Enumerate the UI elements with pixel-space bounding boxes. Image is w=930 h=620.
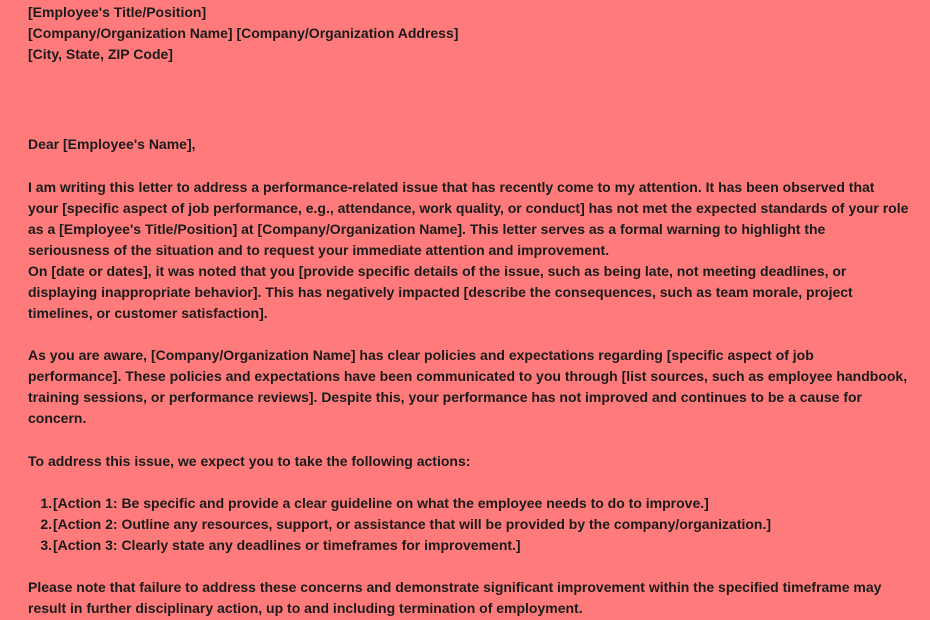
actions-intro: To address this issue, we expect you to take the following actions: bbox=[28, 453, 471, 469]
action-text: [Action 3: Clearly state any deadlines or timeframes for improvement.] bbox=[53, 537, 521, 553]
action-number: 2. bbox=[40, 516, 52, 532]
paragraph-2-line: As you are aware, [Company/Organization Name] has clear policies and expectations regarding [specific aspect of job bbox=[28, 347, 814, 363]
paragraph-1-line: as a [Employee's Title/Position] at [Company/Organization Name]. This letter serves as a formal warning to highlight the bbox=[28, 221, 826, 237]
closing-line: result in further disciplinary action, up to and including termination of employment. bbox=[28, 600, 583, 616]
action-item-2 bbox=[36, 514, 771, 535]
action-text: [Action 2: Outline any resources, support, or assistance that will be provided by the company/organization.] bbox=[53, 516, 772, 532]
paragraph-1-line: your [specific aspect of job performance, e.g., attendance, work quality, or conduct] has not met the expected standards of your role bbox=[28, 200, 909, 216]
paragraph-2-line: concern. bbox=[28, 410, 87, 426]
action-item-1 bbox=[36, 493, 709, 514]
company-address-line: [Company/Organization Name] [Company/Organization Address] bbox=[28, 25, 459, 41]
paragraph-1-line: seriousness of the situation and to request your immediate attention and improvement. bbox=[28, 242, 610, 258]
action-text: [Action 1: Be specific and provide a clear guideline on what the employee needs to do to improve.] bbox=[53, 495, 709, 511]
closing-line: Please note that failure to address these concerns and demonstrate significant improvement within the specified timeframe may bbox=[28, 579, 882, 595]
paragraph-1-line: timelines, or customer satisfaction]. bbox=[28, 305, 268, 321]
employee-title-line: [Employee's Title/Position] bbox=[28, 4, 207, 20]
paragraph-1-line: On [date or dates], it was noted that you [provide specific details of the issue, such as being late, not meeting deadlines, or bbox=[28, 263, 847, 279]
paragraph-2-line: performance]. These policies and expectations have been communicated to you through [list sources, such as employee handbook, bbox=[28, 368, 908, 384]
paragraph-2-line: training sessions, or performance reviews]. Despite this, your performance has not improved and continues to be a cause for bbox=[28, 389, 862, 405]
city-state-zip-line: [City, State, ZIP Code] bbox=[28, 46, 173, 62]
action-number: 3. bbox=[40, 537, 52, 553]
action-number: 1. bbox=[40, 495, 52, 511]
paragraph-1-line: displaying inappropriate behavior]. This has negatively impacted [describe the consequences, such as team morale, project bbox=[28, 284, 853, 300]
salutation: Dear [Employee's Name], bbox=[28, 136, 196, 152]
action-item-3 bbox=[36, 535, 521, 556]
paragraph-1-line: I am writing this letter to address a performance-related issue that has recently come to my attention. It has been observed that bbox=[28, 179, 875, 195]
